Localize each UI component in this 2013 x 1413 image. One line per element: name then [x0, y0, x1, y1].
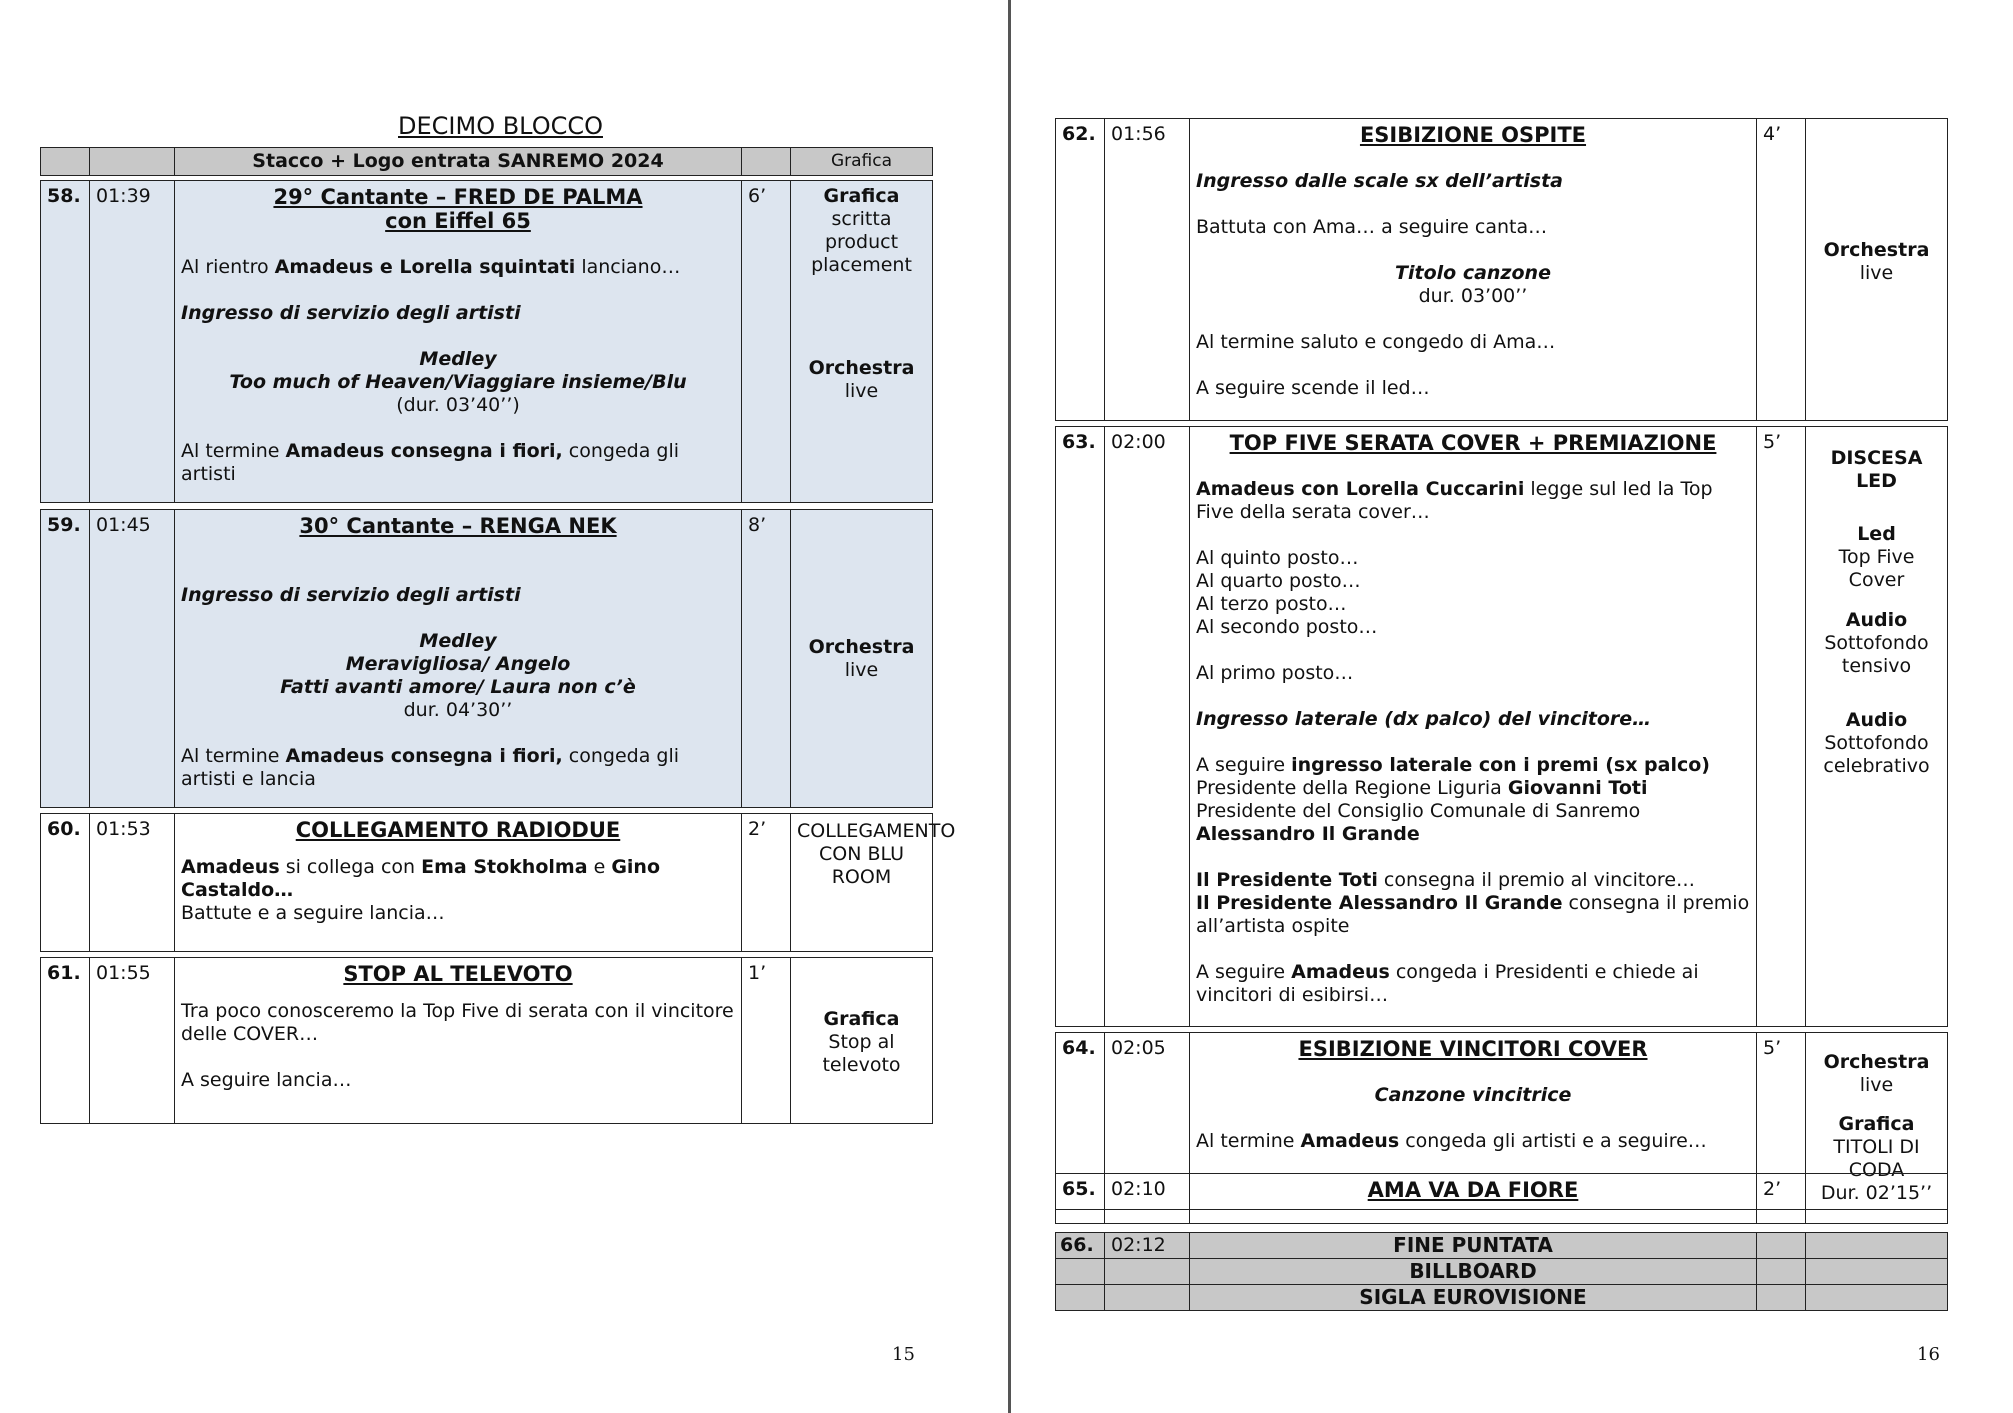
segment-duration: 5’: [1757, 427, 1806, 1027]
segment-title: STOP AL TELEVOTO: [343, 962, 573, 986]
segment-time: 02:00: [1105, 427, 1190, 1027]
segment-title: COLLEGAMENTO RADIODUE: [295, 818, 621, 842]
line: Ingresso laterale (dx palco) del vincitore…: [1196, 708, 1652, 730]
line: Al secondo posto…: [1196, 616, 1378, 638]
segment-title: SIGLA EUROVISIONE: [1190, 1285, 1757, 1311]
line: Tra poco conosceremo la Top Five di serata con il vincitore delle COVER…: [181, 1000, 734, 1045]
segment-60: [40, 813, 956, 952]
line: dur. 04’30’’: [403, 699, 513, 721]
segment-61: [40, 957, 933, 1124]
segment-number: 58.: [41, 181, 90, 503]
segment-number: 60.: [41, 814, 90, 952]
segment-content: [1190, 1174, 1757, 1224]
segment-notes: COLLEGAMENTO CON BLU ROOM: [791, 814, 933, 952]
segment-59: [40, 509, 933, 808]
line: Ingresso di servizio degli artisti: [181, 584, 521, 606]
line: Ingresso dalle scale sx dell’artista: [1196, 170, 1564, 192]
segment-notes: DISCESA LED Led Top Five Cover Audio Sottofondo tensivo Audio Sottofondo celebrativo: [1806, 427, 1948, 1027]
line: Fatti avanti amore/ Laura non c’è: [280, 676, 636, 698]
segment-time: 01:55: [90, 958, 175, 1124]
segment-63: [1055, 426, 1948, 1027]
page-16: [1011, 0, 2013, 1413]
segment-title: ESIBIZIONE OSPITE: [1359, 123, 1587, 147]
segment-duration: 2’: [742, 814, 791, 952]
line: Alessandro Il Grande: [1196, 823, 1420, 845]
segment-duration: 5’: [1757, 1033, 1806, 1210]
segment-content: [1190, 427, 1757, 1027]
line: Il Presidente Toti consegna il premio al vincitore…: [1196, 869, 1696, 891]
segment-time: 01:39: [90, 181, 175, 503]
segment-number: 64.: [1056, 1033, 1105, 1210]
line: Il Presidente Alessandro Il Grande consegna il premio all’artista ospite: [1196, 892, 1750, 937]
segment-content: [1190, 119, 1757, 421]
segment-title: ESIBIZIONE VINCITORI COVER: [1298, 1037, 1648, 1061]
line: dur. 03’00’’: [1418, 285, 1528, 307]
line: A seguire ingresso laterale con i premi (sx palco): [1196, 754, 1710, 776]
line: Amadeus si collega con Ema Stokholma e Gino Castaldo…: [181, 856, 660, 901]
segment-content: [175, 510, 742, 808]
segment-title: 29° Cantante – FRED DE PALMA: [273, 185, 643, 209]
line: Canzone vincitrice: [1374, 1084, 1572, 1106]
segment-time: 02:10: [1105, 1174, 1190, 1224]
line: Al termine Amadeus consegna i fiori, congeda gli artisti e lancia: [181, 745, 679, 790]
line: Al termine Amadeus congeda gli artisti e a seguire…: [1196, 1130, 1707, 1152]
segment-66: [1055, 1232, 1948, 1311]
segment-notes: Orchestra live: [1806, 119, 1948, 421]
line: Al primo posto…: [1196, 662, 1354, 684]
line: Battute e a seguire lancia…: [181, 902, 445, 924]
segment-notes: Grafica Stop al televoto: [791, 958, 933, 1124]
segment-time: 02:05: [1105, 1033, 1190, 1210]
line: Medley: [419, 348, 497, 370]
segment-62: [1055, 118, 1948, 421]
line: Ingresso di servizio degli artisti: [181, 302, 521, 324]
segment-title: FINE PUNTATA: [1190, 1233, 1757, 1259]
block-title: DECIMO BLOCCO: [398, 112, 603, 140]
line: A seguire Amadeus congeda i Presidenti e chiede ai vincitori di esibirsi…: [1196, 961, 1699, 1006]
segment-65: [1055, 1173, 1948, 1224]
segment-duration: 4’: [1757, 119, 1806, 421]
segment-duration: 2’: [1757, 1174, 1806, 1224]
line: A seguire lancia…: [181, 1069, 352, 1091]
page-number: 15: [892, 1344, 915, 1365]
segment-time: 01:45: [90, 510, 175, 808]
header-side: Grafica: [791, 148, 933, 176]
header-title: Stacco + Logo entrata SANREMO 2024: [175, 148, 742, 176]
segment-notes: Orchestra live: [791, 510, 933, 808]
line: Titolo canzone: [1395, 262, 1551, 284]
line: Medley: [419, 630, 497, 652]
segment-notes: Orchestra live Grafica TITOLI DI CODA Dur. 02’15’’: [1806, 1033, 1948, 1210]
line: Battuta con Ama… a seguire canta…: [1196, 216, 1548, 238]
segment-time: 01:56: [1105, 119, 1190, 421]
line: Al rientro Amadeus e Lorella squintati lanciano…: [181, 256, 681, 278]
line: Al termine saluto e congedo di Ama…: [1196, 331, 1556, 353]
header-row: [40, 147, 933, 176]
segment-time: 01:53: [90, 814, 175, 952]
segment-subtitle: con Eiffel 65: [385, 209, 531, 233]
segment-title: BILLBOARD: [1190, 1259, 1757, 1285]
line: Al terzo posto…: [1196, 593, 1347, 615]
line: Al quinto posto…: [1196, 547, 1359, 569]
page-number: 16: [1917, 1344, 1940, 1365]
segment-number: 61.: [41, 958, 90, 1124]
segment-title: AMA VA DA FIORE: [1367, 1178, 1579, 1202]
segment-number: 65.: [1056, 1174, 1105, 1224]
segment-content: [175, 958, 742, 1124]
line: Al quarto posto…: [1196, 570, 1361, 592]
segment-number: 66.: [1056, 1233, 1105, 1259]
segment-notes: Grafica scritta product placement Orchestra live: [791, 181, 933, 503]
segment-title: 30° Cantante – RENGA NEK: [299, 514, 617, 538]
segment-duration: 8’: [742, 510, 791, 808]
segment-content: [175, 814, 742, 952]
line: A seguire scende il led…: [1196, 377, 1430, 399]
line: Meravigliosa/ Angelo: [345, 653, 571, 675]
line: Al termine Amadeus consegna i fiori, congeda gli artisti: [181, 440, 679, 485]
segment-number: 63.: [1056, 427, 1105, 1027]
segment-title: TOP FIVE SERATA COVER + PREMIAZIONE: [1229, 431, 1717, 455]
line: (dur. 03’40’’): [396, 394, 520, 416]
line: Amadeus con Lorella Cuccarini legge sul led la Top Five della serata cover…: [1196, 478, 1713, 523]
line: Presidente della Regione Liguria Giovanni Toti: [1196, 777, 1648, 799]
segment-duration: 1’: [742, 958, 791, 1124]
segment-content: [175, 181, 742, 503]
line: Too much of Heaven/Viaggiare insieme/Blu: [229, 371, 687, 393]
segment-58: [40, 180, 933, 503]
segment-number: 59.: [41, 510, 90, 808]
segment-time: 02:12: [1105, 1233, 1190, 1259]
line: Presidente del Consiglio Comunale di Sanremo: [1196, 800, 1641, 822]
segment-duration: 6’: [742, 181, 791, 503]
segment-number: 62.: [1056, 119, 1105, 421]
